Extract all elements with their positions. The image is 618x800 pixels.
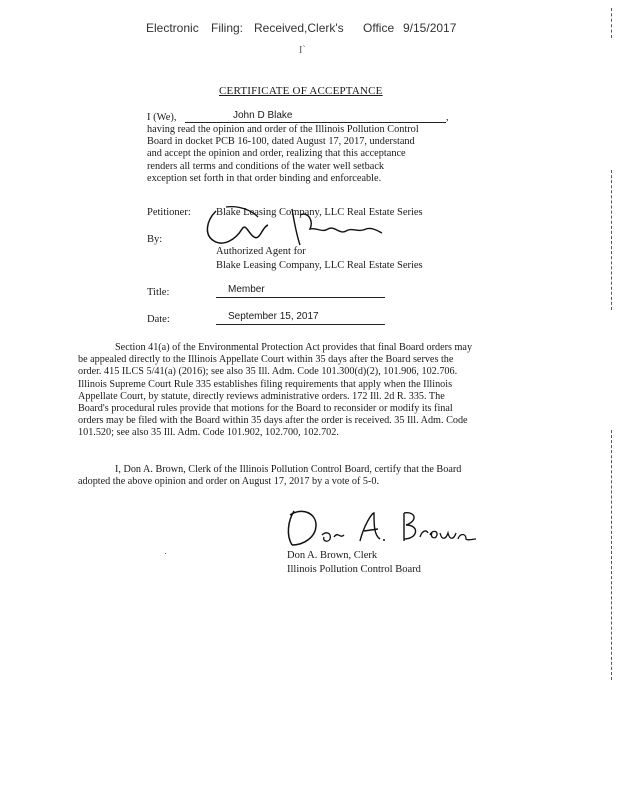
agent-line2: Blake Leasing Company, LLC Real Estate Series	[216, 260, 423, 271]
header-received: Received,Clerk's	[254, 21, 344, 35]
header-electronic: Electronic	[146, 21, 199, 35]
scan-dot	[165, 553, 166, 554]
acceptance-line: Board in docket PCB 16-100, dated August 17, 2017, understand	[147, 136, 415, 148]
notice-line: Board's procedural rules provide that motions for the Board to reconsider or modify its final	[78, 403, 453, 415]
notice-line: be appealed directly to the Illinois Appellate Court within 35 days after the Board serves the	[78, 354, 454, 366]
acceptance-line: and accept the opinion and order, realizing that this acceptance	[147, 148, 406, 160]
date-line	[216, 324, 385, 325]
agent-line1: Authorized Agent for	[216, 246, 306, 257]
clerk-name: Don A. Brown, Clerk	[287, 550, 378, 561]
notice-line: Illinois Supreme Court Rule 335 establishes filing requirements that apply when the Illinois	[78, 378, 453, 390]
notice-line: 101.520; see also 35 Ill. Adm. Code 101.902, 102.700, 102.702.	[78, 427, 339, 439]
notice-line: orders may be filed with the Board within 35 days after the order is received. 35 Ill. Adm. Code	[78, 415, 468, 427]
notice-line: Appellate Court, by statute, directly reviews administrative orders. 172 Ill. 2d R. 335. The	[78, 390, 445, 402]
scan-edge	[611, 430, 612, 680]
acceptance-text	[147, 124, 419, 185]
header-office: Office	[363, 21, 395, 35]
date-value: September 15, 2017	[228, 311, 319, 322]
title-value: Member	[228, 284, 265, 295]
page-title: CERTIFICATE OF ACCEPTANCE	[219, 85, 383, 97]
date-label: Date:	[147, 314, 170, 325]
acceptor-name: John D Blake	[233, 110, 293, 121]
clerk-certification	[78, 464, 461, 488]
certification-line: adopted the above opinion and order on August 17, 2017 by a vote of 5-0.	[78, 476, 380, 488]
title-line	[216, 297, 385, 298]
header-filing: Filing:	[211, 21, 244, 35]
petitioner-value: Blake Leasing Company, LLC Real Estate Series	[216, 207, 423, 218]
certification-line: I, Don A. Brown, Clerk of the Illinois Pollution Control Board, certify that the Board	[115, 464, 462, 475]
petitioner-label: Petitioner:	[147, 207, 191, 218]
acceptance-label: I (We),	[147, 112, 177, 123]
clerk-org: Illinois Pollution Control Board	[287, 564, 421, 575]
title-label: Title:	[147, 287, 170, 298]
acceptor-name-line	[185, 122, 446, 123]
scan-edge	[611, 170, 612, 310]
by-label: By:	[147, 234, 163, 245]
scan-edge	[611, 8, 612, 38]
notice-line: order. 415 ILCS 5/41(a) (2016); see also 35 Ill. Adm. Code 101.300(d)(2), 101.906, 102.706.	[78, 366, 458, 378]
clerk-signature	[280, 505, 480, 551]
notice-line: Section 41(a) of the Environmental Protection Act provides that final Board orders may	[115, 342, 473, 353]
acceptance-line: exception set forth in that order binding and enforceable.	[147, 172, 382, 184]
comma: ,	[446, 112, 449, 123]
page-mark: I`	[299, 45, 306, 56]
header-date: 9/15/2017	[403, 21, 457, 35]
acceptance-line: renders all terms and conditions of the water well setback	[147, 160, 385, 172]
acceptance-line: having read the opinion and order of the Illinois Pollution Control	[147, 124, 419, 135]
appeal-notice	[78, 342, 472, 440]
